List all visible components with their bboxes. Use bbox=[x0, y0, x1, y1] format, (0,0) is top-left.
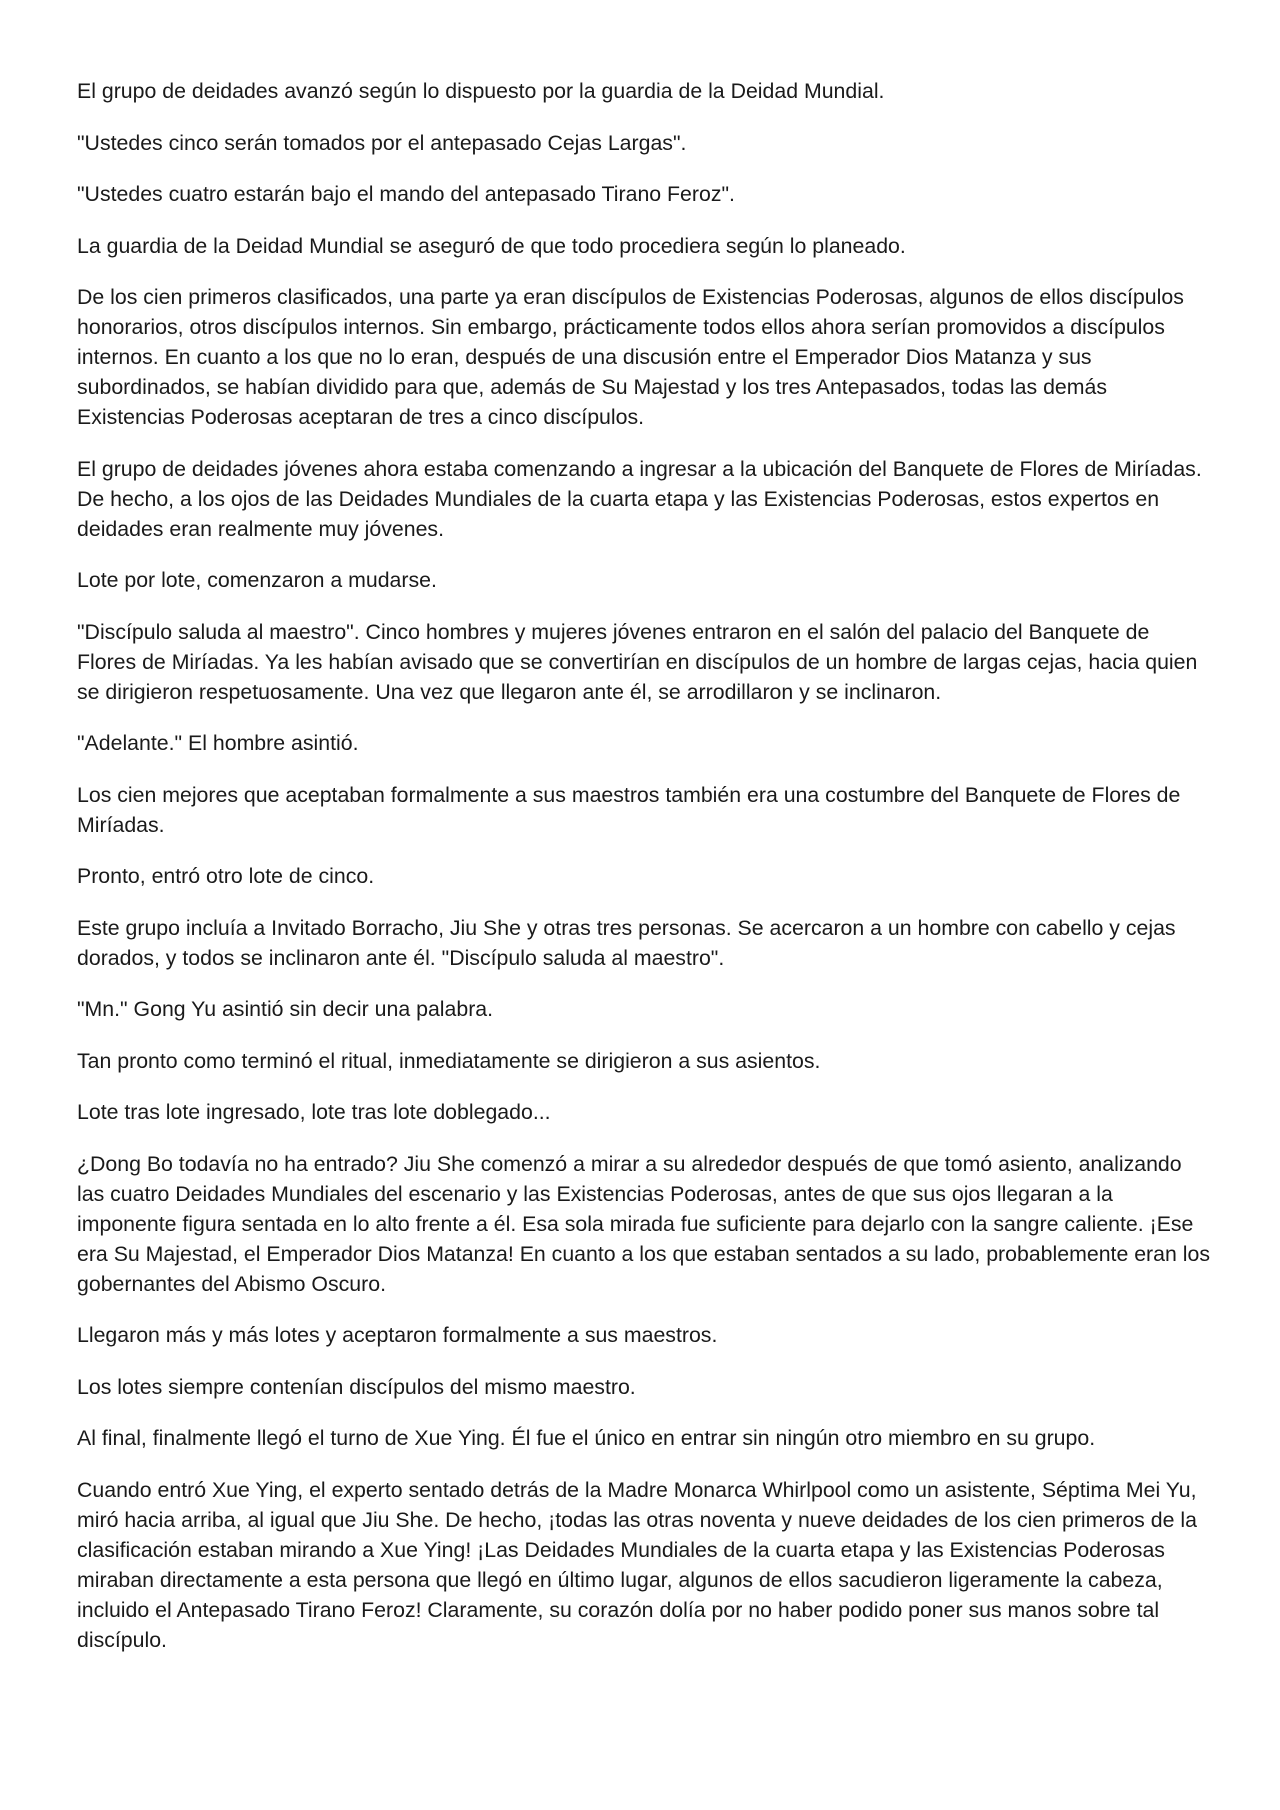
paragraph-13: "Mn." Gong Yu asintió sin decir una palabra. bbox=[77, 997, 494, 1021]
paragraph-9: "Adelante." El hombre asintió. bbox=[77, 731, 359, 755]
paragraph-2: "Ustedes cinco serán tomados por el antepasado Cejas Largas". bbox=[77, 130, 687, 155]
paragraph-12: Este grupo incluía a Invitado Borracho, Jiu She y otras tres personas. Se acercaron a un hombre con cabello y cejas dorados, y todos se inclinaron ante él. "Discípulo saluda al maestro". bbox=[77, 915, 1176, 970]
paragraph-10: Los cien mejores que aceptaban formalmente a sus maestros también era una costumbre del Banquete de Flores de Miríadas. bbox=[77, 782, 1181, 837]
paragraph-4: La guardia de la Deidad Mundial se aseguró de que todo procediera según lo planeado. bbox=[77, 233, 906, 258]
paragraph-3: "Ustedes cuatro estarán bajo el mando del antepasado Tirano Feroz". bbox=[77, 182, 735, 206]
paragraph-14: Tan pronto como terminó el ritual, inmediatamente se dirigieron a sus asientos. bbox=[77, 1048, 821, 1073]
paragraph-17: Llegaron más y más lotes y aceptaron formalmente a sus maestros. bbox=[77, 1323, 718, 1347]
paragraph-7: Lote por lote, comenzaron a mudarse. bbox=[77, 568, 437, 592]
paragraph-6: El grupo de deidades jóvenes ahora estaba comenzando a ingresar a la ubicación del Banquete de Flores de Miríadas. De hecho, a los ojos de las Deidades Mundiales de la cuarta etapa y las Existencias Poderosas, estos expertos en deidades eran realmente muy jóvenes. bbox=[77, 456, 1202, 541]
paragraph-16: ¿Dong Bo todavía no ha entrado? Jiu She comenzó a mirar a su alrededor después de que tomó asiento, analizando las cuatro Deidades Mundiales del escenario y las Existencias Poderosas, antes de que sus ojos llegaran a la imponente figura sentada en lo alto frente a él. Esa sola mirada fue suficiente para dejarlo con la sangre caliente. ¡Ese era Su Majestad, el Emperador Dios Matanza! En cuanto a los que estaban sentados a su lado, probablemente eran los gobernantes del Abismo Oscuro. bbox=[77, 1151, 1210, 1296]
document-page bbox=[77, 76, 1212, 1676]
paragraph-1: El grupo de deidades avanzó según lo dispuesto por la guardia de la Deidad Mundial. bbox=[77, 79, 885, 103]
paragraph-11: Pronto, entró otro lote de cinco. bbox=[77, 864, 375, 888]
paragraph-8: "Discípulo saluda al maestro". Cinco hombres y mujeres jóvenes entraron en el salón del palacio del Banquete de Flores de Miríadas. Ya les habían avisado que se convertirían en discípulos de un hombre de largas cejas, hacia quien se dirigieron respetuosamente. Una vez que llegaron ante él, se arrodillaron y se inclinaron. bbox=[77, 619, 1198, 704]
paragraph-20: Cuando entró Xue Ying, el experto sentado detrás de la Madre Monarca Whirlpool como un asistente, Séptima Mei Yu, miró hacia arriba, al igual que Jiu She. De hecho, ¡todas las otras noventa y nueve deidades de los cien primeros de la clasificación estaban mirando a Xue Ying! ¡Las Deidades Mundiales de la cuarta etapa y las Existencias Poderosas miraban directamente a esta persona que llegó en último lugar, algunos de ellos sacudieron ligeramente la cabeza, incluido el Antepasado Tirano Feroz! Claramente, su corazón dolía por no haber podido poner sus manos sobre tal discípulo. bbox=[77, 1477, 1197, 1652]
paragraph-5: De los cien primeros clasificados, una parte ya eran discípulos de Existencias Poderosas, algunos de ellos discípulos honorarios, otros discípulos internos. Sin embargo, prácticamente todos ellos ahora serían promovidos a discípulos internos. En cuanto a los que no lo eran, después de una discusión entre el Emperador Dios Matanza y sus subordinados, se habían dividido para que, además de Su Majestad y los tres Antepasados, todas las demás Existencias Poderosas aceptaran de tres a cinco discípulos. bbox=[77, 285, 1184, 429]
paragraph-18: Los lotes siempre contenían discípulos del mismo maestro. bbox=[77, 1374, 636, 1399]
paragraph-19: Al final, finalmente llegó el turno de Xue Ying. Él fue el único en entrar sin ningún otro miembro en su grupo. bbox=[77, 1426, 1096, 1450]
paragraph-15: Lote tras lote ingresado, lote tras lote doblegado... bbox=[77, 1100, 551, 1124]
